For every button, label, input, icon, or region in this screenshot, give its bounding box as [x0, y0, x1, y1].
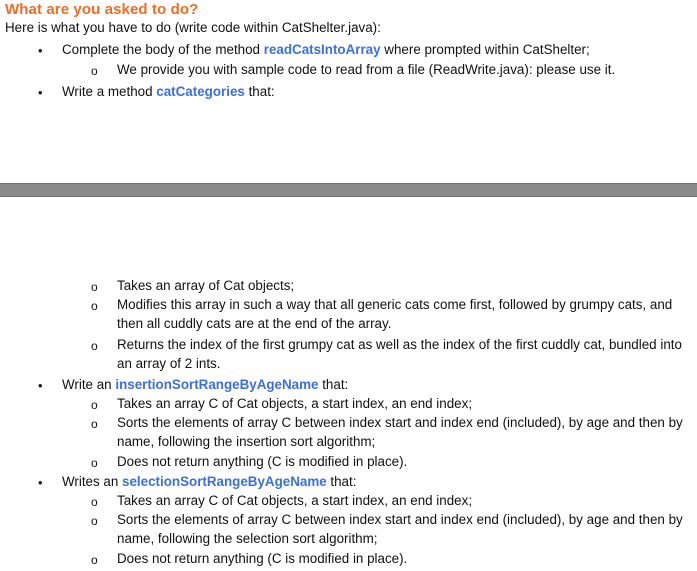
intro-text: Here is what you have to do (write code within CatShelter.java):: [5, 20, 381, 35]
section-heading: What are you asked to do?: [5, 1, 199, 18]
item3-suffix: that:: [318, 377, 349, 392]
item2-sub-1: Takes an array of Cat objects;: [117, 278, 295, 293]
bullet-icon: •: [38, 43, 43, 58]
item4: [62, 473, 356, 492]
item3-method: insertionSortRangeByAgeName: [115, 377, 319, 392]
sub-bullet-icon: o: [91, 495, 98, 509]
item4-sub-1: Takes an array C of Cat objects, a start index, an end index;: [117, 493, 473, 508]
item1-prefix: Complete the body of the method: [62, 42, 264, 57]
item2: [62, 83, 275, 102]
item3: [62, 376, 348, 395]
sub-bullet-icon: o: [91, 398, 98, 412]
sub-bullet-icon: o: [91, 417, 98, 431]
item3-sub-3: Does not return anything (C is modified in place).: [117, 454, 408, 469]
item1-suffix: where prompted within CatShelter;: [380, 42, 590, 57]
page-bottom: [0, 197, 697, 571]
page-divider: [0, 183, 697, 197]
item3-sub-2: Sorts the elements of array C between index start and index end (included), by age and then by name, following the insertion sort algorithm;: [117, 415, 683, 449]
item4-method: selectionSortRangeByAgeName: [122, 474, 327, 489]
item2-sub-3: Returns the index of the first grumpy cat as well as the index of the first cuddly cat, bundled into an array of 2 ints.: [117, 337, 682, 371]
item1-sub: We provide you with sample code to read from a file (ReadWrite.java): please use it.: [117, 62, 616, 77]
bullet-icon: •: [38, 475, 43, 490]
item1: [62, 41, 590, 60]
sub-bullet-icon: o: [91, 339, 98, 353]
item3-sub-1: Takes an array C of Cat objects, a start index, an end index;: [117, 396, 473, 411]
sub-bullet-icon: o: [91, 280, 98, 294]
item3-prefix: Write an: [62, 377, 116, 392]
sub-bullet-icon: o: [91, 514, 98, 528]
item2-prefix: Write a method: [62, 84, 157, 99]
page-top: [0, 0, 697, 183]
item2-sub-2: Modifies this array in such a way that all generic cats come first, followed by grumpy cats, and then all cuddly cats are at the end of the array.: [117, 297, 673, 331]
sub-bullet-icon: o: [91, 64, 98, 78]
item2-method: catCategories: [156, 84, 245, 99]
item4-sub-3: Does not return anything (C is modified in place).: [117, 551, 408, 566]
bullet-icon: •: [38, 378, 43, 393]
item4-prefix: Writes an: [62, 474, 123, 489]
item1-method: readCatsIntoArray: [263, 42, 381, 57]
item4-suffix: that:: [326, 474, 357, 489]
bullet-icon: •: [38, 85, 43, 100]
item4-sub-2: Sorts the elements of array C between index start and index end (included), by age and then by name, following the selection sort algorithm;: [117, 512, 683, 546]
item2-suffix: that:: [244, 84, 275, 99]
sub-bullet-icon: o: [91, 553, 98, 567]
sub-bullet-icon: o: [91, 456, 98, 470]
sub-bullet-icon: o: [91, 299, 98, 313]
